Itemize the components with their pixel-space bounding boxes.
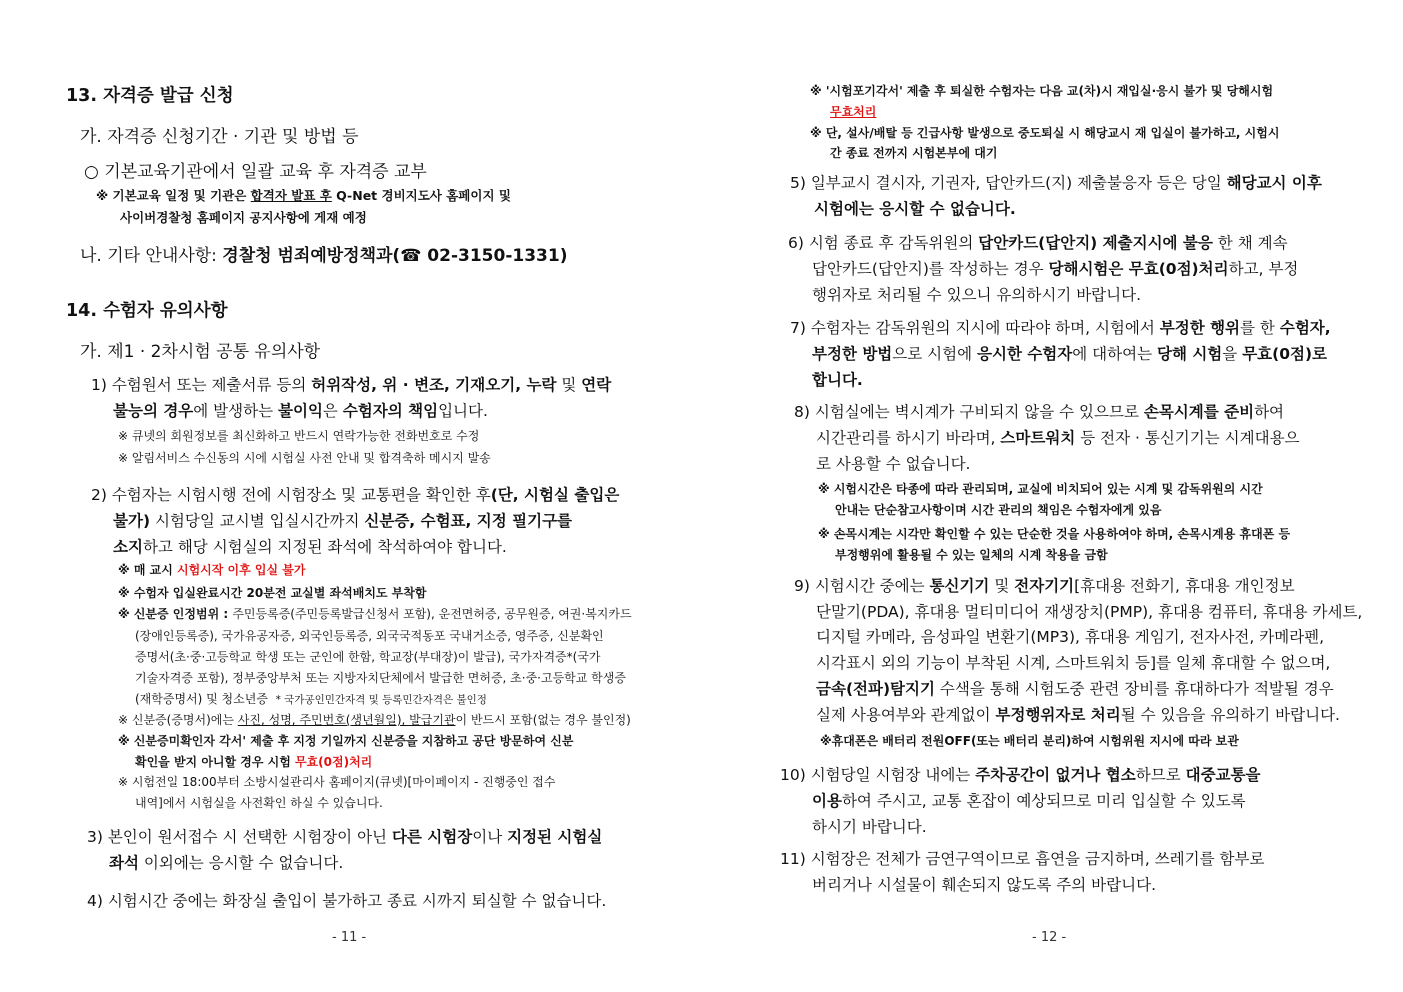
emphasized-text: 무효(0점)로	[1242, 345, 1328, 363]
item-8-note1-line2: 안내는 단순참고사항이며 시간 관리의 책임은 수험자에게 있음	[835, 503, 1162, 517]
top-note2-line1: ※ 단, 설사/배탈 등 긴급사항 발생으로 중도퇴실 시 해당교시 재 입실이 불가하고, 시험시	[810, 126, 1280, 140]
item-5-line2	[814, 197, 1016, 219]
emphasized-text: 불가)	[113, 512, 151, 530]
text-segment: 하여 주시고, 교통 혼잡이 예상되므로 미리 입실할 수 있도록	[841, 792, 1246, 810]
item-9-line5	[816, 677, 1334, 699]
item-3-line2	[109, 851, 343, 873]
top-note1-line1: ※ '시험포기각서' 제출 후 퇴실한 수험자는 다음 교(차)시 재입실·응시 불가 및 당해시험	[810, 84, 1274, 98]
item-2-line2	[113, 509, 572, 531]
text-segment: 실제 사용여부와 관계없이	[816, 706, 996, 724]
item-6-line1	[788, 231, 1288, 253]
item-1-note1: ※ 큐넷의 회원정보를 최신화하고 반드시 연락가능한 전화번호로 수정	[118, 429, 480, 443]
text-segment: 등 전자 · 통신기기는 시계대용으	[1075, 429, 1300, 447]
item-2-note5-line1: ※ 신분증미확인자 각서' 제출 후 지정 기일까지 신분증을 지참하고 공단 방문하여 신분	[118, 734, 574, 748]
emphasized-text: 불이익	[278, 402, 323, 420]
item-2-note6-line2: 내역]에서 시험실을 사전확인 하실 수 있습니다.	[135, 796, 383, 810]
emphasized-text: 합니다.	[812, 371, 863, 389]
item-5-line1	[790, 171, 1322, 193]
item-10-line2	[812, 789, 1246, 811]
emphasized-text: 부정한 방법	[812, 345, 893, 363]
item-2-line3	[113, 535, 507, 557]
top-note2-line2: 간 종료 전까지 시험본부에 대기	[830, 146, 998, 160]
text-segment: 디지털 카메라, 음성파일 변환기(MP3), 휴대용 게임기, 전자사전, 카메라펜,	[816, 628, 1325, 646]
item-2-note6-line1: ※ 시험전일 18:00부터 소방시설관리사 홈페이지(큐넷)[마이페이지 - 진행중인 접수	[118, 775, 556, 789]
emphasized-text: 신분증, 수험표, 지정 필기구를	[364, 512, 573, 530]
item-11-line1	[780, 847, 1264, 869]
section-14-ga-heading: 가. 제1 · 2차시험 공통 유의사항	[80, 342, 321, 362]
text-segment: 행위자로 처리될 수 있으니 유의하시기 바랍니다.	[812, 286, 1142, 304]
text-segment: 6) 시험 종료 후 감독위원의	[788, 234, 979, 252]
emphasized-text: 불능의 경우	[113, 402, 194, 420]
section-13-ga-heading: 가. 자격증 신청기간 · 기관 및 방법 등	[80, 127, 359, 147]
section-13-note-line2: 사이버경찰청 홈페이지 공지사항에 게재 예정	[120, 210, 367, 225]
emphasized-text: 부정행위자로 처리	[995, 706, 1121, 724]
emphasized-text: 다른 시험장	[391, 828, 473, 846]
text-segment: 한 채 계속	[1212, 234, 1288, 252]
emphasized-text: 금속(전파)탐지기	[816, 680, 935, 698]
text-segment: 버리거나 시설물이 훼손되지 않도록 주의 바랍니다.	[812, 876, 1156, 894]
text-segment: 11) 시험장은 전체가 금연구역이므로 흡연을 금지하며, 쓰레기를 함부로	[780, 850, 1265, 868]
top-note1-line2: 무효처리	[830, 105, 877, 119]
emphasized-text: (단, 시험실 출입은	[490, 486, 620, 504]
emphasized-text: 당해 시험	[1156, 345, 1223, 363]
item-2-note1: ※ 매 교시 시험시작 이후 입실 불가	[118, 563, 306, 577]
emphasized-text: 소지	[113, 538, 143, 556]
emphasized-text: 좌석	[109, 854, 139, 872]
text-segment: 하고 해당 시험실의 지정된 좌석에 착석하여야 합니다.	[142, 538, 507, 556]
item-9-line6	[816, 703, 1340, 725]
item-2-id-range-line4: 기술자격증 포함), 정부중앙부처 또는 지방자치단체에서 발급한 면허증, 초·중·고등학교 학생증	[135, 671, 626, 685]
text-segment: 9) 시험시간 중에는	[794, 577, 930, 595]
item-6-line3	[812, 283, 1141, 305]
text-segment: 하시기 바랍니다.	[812, 818, 927, 836]
item-8-note2-line1: ※ 손목시계는 시각만 확인할 수 있는 단순한 것을 사용하여야 하며, 손목시계용 휴대폰 등	[818, 527, 1291, 541]
item-4: 4) 시험시간 중에는 화장실 출입이 불가하고 종료 시까지 퇴실할 수 없습니다.	[87, 892, 607, 910]
emphasized-text: 전자기기	[1014, 577, 1075, 595]
text-segment: 으로 시험에	[892, 345, 977, 363]
emphasized-text: 스마트워치	[1000, 429, 1076, 447]
text-segment: 8) 시험실에는 벽시계가 구비되지 않을 수 있으므로	[794, 403, 1144, 421]
item-1-line2	[113, 399, 488, 421]
emphasized-text: 수험자,	[1279, 319, 1331, 337]
item-7-line3	[812, 368, 863, 390]
emphasized-text: 답안카드(답안지) 제출지시에 불응	[978, 234, 1213, 252]
item-7-line2	[812, 342, 1327, 364]
page-11	[0, 0, 700, 992]
section-13-circle-item: ○ 기본교육기관에서 일괄 교육 후 자격증 교부	[84, 162, 427, 182]
item-10-line3	[812, 815, 927, 837]
text-segment: 단말기(PDA), 휴대용 멀티미디어 재생장치(PMP), 휴대용 컴퓨터, 휴대용 카세트,	[816, 603, 1363, 621]
text-segment: 및	[989, 577, 1015, 595]
item-6-line2	[812, 257, 1298, 279]
item-2-line1	[91, 483, 619, 505]
item-2-id-range-line3: 증명서(초·중·고등학교 학생 또는 군인에 한함, 학교장(부대장)이 발급), 국가자격증*(국가	[135, 650, 601, 664]
page-number: - 12 -	[1032, 930, 1067, 945]
section-13-note-line1: ※ 기본교육 일정 및 기관은 합격자 발표 후 Q-Net 경비지도사 홈페이지 및	[96, 188, 511, 203]
emphasized-text: 연락	[581, 376, 612, 394]
text-segment: 에 대하여는	[1072, 345, 1157, 363]
item-7-line1	[790, 316, 1331, 338]
emphasized-text: 수험자의 책임	[342, 402, 439, 420]
item-8-line1	[794, 400, 1284, 422]
text-segment: 2) 수험자는 시험시행 전에 시험장소 및 교통편을 확인한 후	[91, 486, 491, 504]
item-9-line3	[816, 625, 1324, 647]
text-segment: 입니다.	[438, 402, 488, 420]
text-segment: 7) 수험자는 감독위원의 지시에 따라야 하며, 시험에서	[790, 319, 1160, 337]
text-segment: 5) 일부교시 결시자, 기권자, 답안카드(지) 제출불응자 등은 당일	[790, 174, 1227, 192]
item-8-note2-line2: 부정행위에 활용될 수 있는 일체의 시계 착용을 금함	[835, 548, 1108, 562]
text-segment: 를 한	[1240, 319, 1280, 337]
item-2-note2: ※ 수험자 입실완료시간 20분전 교실별 좌석배치도 부착함	[118, 586, 427, 600]
text-segment: 3) 본인이 원서접수 시 선택한 시험장이 아닌	[87, 828, 392, 846]
emphasized-text: 응시한 수험자	[977, 345, 1073, 363]
item-10-line1	[780, 763, 1260, 785]
text-segment: 시험당일 교시별 입실시간까지	[150, 512, 365, 530]
emphasized-text: 해당교시 이후	[1226, 174, 1322, 192]
text-segment: 1) 수험원서 또는 제출서류 등의	[91, 376, 312, 394]
page-number: - 11 -	[332, 930, 367, 945]
item-9-note1: ※휴대폰은 배터리 전원OFF(또는 배터리 분리)하여 시험위원 지시에 따라 보관	[820, 734, 1239, 748]
emphasized-text: 대중교통을	[1185, 766, 1261, 784]
item-8-note1-line1: ※ 시험시간은 타종에 따라 관리되며, 교실에 비치되어 있는 시계 및 감독위원의 시간	[818, 482, 1263, 496]
item-8-line2	[816, 426, 1300, 448]
section-13-na-contact: 나. 기타 안내사항: 경찰청 범죄예방정책과(☎ 02-3150-1331)	[80, 246, 568, 266]
section-14-title: 14. 수험자 유의사항	[66, 301, 228, 321]
item-1-line1	[91, 373, 611, 395]
text-segment: 10) 시험당일 시험장 내에는	[780, 766, 976, 784]
emphasized-text: 시험에는 응시할 수 없습니다.	[814, 200, 1016, 218]
text-segment: 을	[1222, 345, 1243, 363]
text-segment: 될 수 있음을 유의하기 바랍니다.	[1120, 706, 1340, 724]
text-segment: 로 사용할 수 없습니다.	[816, 455, 971, 473]
text-segment: 시간관리를 하시기 바라며,	[816, 429, 1001, 447]
text-segment: 하고, 부정	[1228, 260, 1299, 278]
text-segment: 은	[322, 402, 343, 420]
emphasized-text: 지정된 시험실	[507, 828, 603, 846]
text-segment: 이외에는 응시할 수 없습니다.	[138, 854, 344, 872]
emphasized-text: 부정한 행위	[1159, 319, 1241, 337]
item-9-line1	[794, 574, 1295, 596]
page-12	[702, 0, 1403, 992]
emphasized-text: 손목시계를 준비	[1143, 403, 1255, 421]
text-segment: 답안카드(답안지)를 작성하는 경우	[812, 260, 1049, 278]
item-2-id-range-line2: (장애인등록증), 국가유공자증, 외국인등록증, 외국국적동포 국내거소증, 영주증, 신분확인	[135, 629, 604, 643]
text-segment: 하므로	[1135, 766, 1186, 784]
item-11-line2	[812, 873, 1156, 895]
section-13-title: 13. 자격증 발급 신청	[66, 86, 234, 106]
text-segment: 및	[556, 376, 582, 394]
item-2-id-range-line1: ※ 신분증 인정범위 : 주민등록증(주민등록발급신청서 포함), 운전면허증, 공무원증, 여권·복지카드	[118, 607, 632, 621]
item-9-line2	[816, 600, 1362, 622]
emphasized-text: 허위작성, 위 · 변조, 기재오기, 누락	[311, 376, 557, 394]
emphasized-text: 당해시험은 무효(0점)처리	[1048, 260, 1229, 278]
text-segment: 에 발생하는	[193, 402, 278, 420]
item-8-line3	[816, 452, 970, 474]
item-1-note2: ※ 알림서비스 수신동의 시에 시험실 사전 안내 및 합격축하 메시지 발송	[118, 451, 491, 465]
item-9-line4	[816, 651, 1330, 673]
text-segment: 수색을 통해 시험도중 관련 장비를 휴대하다가 적발될 경우	[934, 680, 1334, 698]
item-2-id-range-line5: (재학증명서) 및 청소년증 * 국가공인민간자격 및 등록민간자격은 불인정	[135, 692, 487, 706]
emphasized-text: 통신기기	[929, 577, 990, 595]
item-2-note4: ※ 신분증(증명서)에는 사진, 성명, 주민번호(생년월일), 발급기관이 반드시 포함(없는 경우 불인정)	[118, 713, 631, 727]
item-3-line1	[87, 825, 602, 847]
emphasized-text: 이용	[812, 792, 842, 810]
item-2-note5-line2: 확인을 받지 아니할 경우 시험 무효(0점)처리	[135, 755, 373, 769]
text-segment: 이나	[472, 828, 508, 846]
text-segment: 시각표시 외의 기능이 부착된 시계, 스마트워치 등]를 일체 휴대할 수 없으며,	[816, 654, 1331, 672]
text-segment: 하여	[1254, 403, 1285, 421]
text-segment: [휴대용 전화기, 휴대용 개인정보	[1074, 577, 1295, 595]
emphasized-text: 주차공간이 없거나 협소	[975, 766, 1136, 784]
